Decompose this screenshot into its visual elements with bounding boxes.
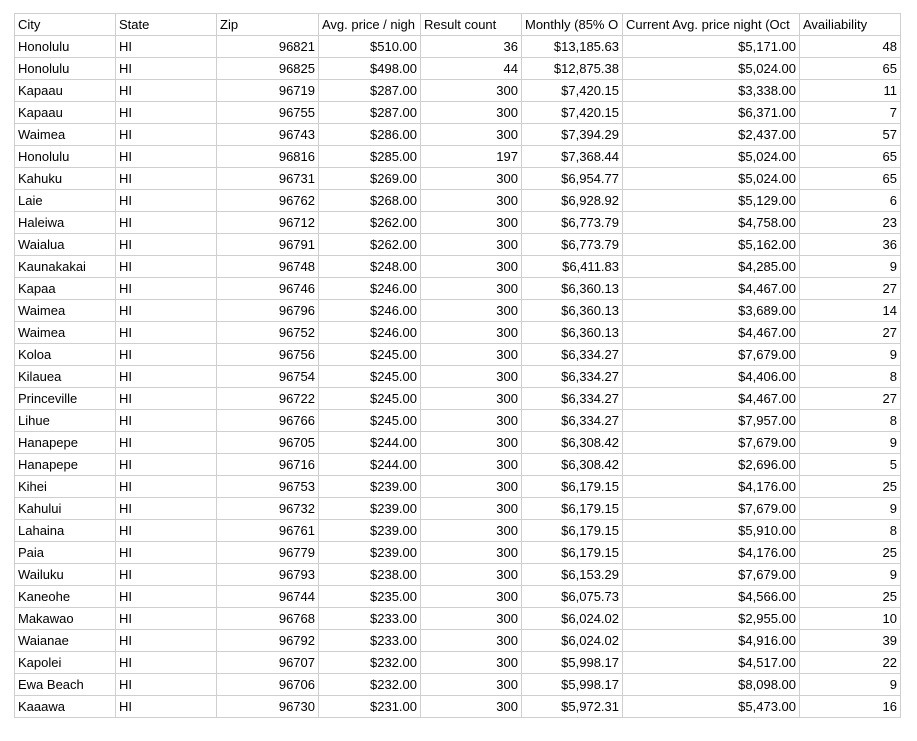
cell-availability[interactable]: 9	[800, 256, 901, 278]
cell-state[interactable]: HI	[116, 608, 217, 630]
table-row	[15, 146, 901, 168]
cell-result-count[interactable]: 44	[421, 58, 522, 80]
cell-availability[interactable]: 8	[800, 366, 901, 388]
cell-zip[interactable]: 96732	[217, 498, 319, 520]
cell-monthly[interactable]: $7,420.15	[522, 80, 623, 102]
cell-state[interactable]: HI	[116, 58, 217, 80]
cell-monthly[interactable]: $13,185.63	[522, 36, 623, 58]
cell-state[interactable]: HI	[116, 256, 217, 278]
cell-result-count[interactable]: 300	[421, 168, 522, 190]
cell-avg-price[interactable]: $262.00	[319, 234, 421, 256]
cell-zip[interactable]: 96753	[217, 476, 319, 498]
cell-zip[interactable]: 96766	[217, 410, 319, 432]
cell-avg-price[interactable]: $231.00	[319, 696, 421, 718]
cell-result-count[interactable]: 300	[421, 234, 522, 256]
table-row	[15, 564, 901, 586]
cell-avg-price[interactable]: $244.00	[319, 454, 421, 476]
table-row	[15, 454, 901, 476]
cell-availability[interactable]: 16	[800, 696, 901, 718]
cell-availability[interactable]: 7	[800, 102, 901, 124]
table-row	[15, 124, 901, 146]
cell-result-count[interactable]: 36	[421, 36, 522, 58]
cell-city[interactable]: Kaneohe	[15, 586, 116, 608]
cell-city[interactable]: Hanapepe	[15, 432, 116, 454]
cell-state[interactable]: HI	[116, 102, 217, 124]
cell-result-count[interactable]: 300	[421, 124, 522, 146]
header-cell-state[interactable]: State	[116, 14, 217, 36]
cell-city[interactable]: Kaaawa	[15, 696, 116, 718]
cell-result-count[interactable]: 300	[421, 344, 522, 366]
table-row	[15, 80, 901, 102]
table-row	[15, 608, 901, 630]
cell-monthly[interactable]: $7,420.15	[522, 102, 623, 124]
cell-monthly[interactable]: $6,334.27	[522, 366, 623, 388]
cell-current-avg-price[interactable]: $5,024.00	[623, 168, 800, 190]
cell-zip[interactable]: 96706	[217, 674, 319, 696]
cell-avg-price[interactable]: $239.00	[319, 476, 421, 498]
cell-avg-price[interactable]: $287.00	[319, 80, 421, 102]
cell-zip[interactable]: 96816	[217, 146, 319, 168]
cell-state[interactable]: HI	[116, 410, 217, 432]
cell-avg-price[interactable]: $268.00	[319, 190, 421, 212]
cell-current-avg-price[interactable]: $2,955.00	[623, 608, 800, 630]
cell-avg-price[interactable]: $245.00	[319, 344, 421, 366]
cell-state[interactable]: HI	[116, 388, 217, 410]
cell-city[interactable]: Kapaa	[15, 278, 116, 300]
table-row	[15, 498, 901, 520]
cell-monthly[interactable]: $5,972.31	[522, 696, 623, 718]
cell-zip[interactable]: 96762	[217, 190, 319, 212]
cell-zip[interactable]: 96755	[217, 102, 319, 124]
cell-current-avg-price[interactable]: $8,098.00	[623, 674, 800, 696]
cell-current-avg-price[interactable]: $4,176.00	[623, 542, 800, 564]
cell-state[interactable]: HI	[116, 498, 217, 520]
header-cell-zip[interactable]: Zip	[217, 14, 319, 36]
cell-avg-price[interactable]: $245.00	[319, 388, 421, 410]
cell-result-count[interactable]: 300	[421, 256, 522, 278]
table-row	[15, 256, 901, 278]
cell-avg-price[interactable]: $246.00	[319, 278, 421, 300]
table-row	[15, 344, 901, 366]
cell-city[interactable]: Honolulu	[15, 36, 116, 58]
cell-city[interactable]: Waialua	[15, 234, 116, 256]
cell-result-count[interactable]: 300	[421, 102, 522, 124]
cell-current-avg-price[interactable]: $7,679.00	[623, 564, 800, 586]
cell-avg-price[interactable]: $248.00	[319, 256, 421, 278]
cell-availability[interactable]: 9	[800, 432, 901, 454]
cell-availability[interactable]: 25	[800, 476, 901, 498]
cell-current-avg-price[interactable]: $4,467.00	[623, 388, 800, 410]
header-row	[15, 14, 901, 36]
cell-availability[interactable]: 39	[800, 630, 901, 652]
cell-availability[interactable]: 9	[800, 498, 901, 520]
cell-city[interactable]: Honolulu	[15, 146, 116, 168]
cell-monthly[interactable]: $6,773.79	[522, 212, 623, 234]
cell-monthly[interactable]: $6,153.29	[522, 564, 623, 586]
cell-current-avg-price[interactable]: $4,467.00	[623, 322, 800, 344]
cell-result-count[interactable]: 300	[421, 278, 522, 300]
table-row	[15, 542, 901, 564]
cell-monthly[interactable]: $6,334.27	[522, 344, 623, 366]
cell-current-avg-price[interactable]: $5,171.00	[623, 36, 800, 58]
cell-city[interactable]: Wailuku	[15, 564, 116, 586]
cell-avg-price[interactable]: $232.00	[319, 674, 421, 696]
cell-result-count[interactable]: 300	[421, 564, 522, 586]
header-cell-result-count[interactable]: Result count	[421, 14, 522, 36]
cell-monthly[interactable]: $6,179.15	[522, 498, 623, 520]
cell-availability[interactable]: 25	[800, 586, 901, 608]
cell-availability[interactable]: 27	[800, 322, 901, 344]
cell-availability[interactable]: 6	[800, 190, 901, 212]
cell-state[interactable]: HI	[116, 168, 217, 190]
cell-state[interactable]: HI	[116, 322, 217, 344]
cell-city[interactable]: Lihue	[15, 410, 116, 432]
cell-zip[interactable]: 96791	[217, 234, 319, 256]
table-row	[15, 388, 901, 410]
cell-avg-price[interactable]: $246.00	[319, 300, 421, 322]
cell-result-count[interactable]: 300	[421, 410, 522, 432]
cell-zip[interactable]: 96825	[217, 58, 319, 80]
cell-state[interactable]: HI	[116, 366, 217, 388]
cell-zip[interactable]: 96768	[217, 608, 319, 630]
cell-availability[interactable]: 23	[800, 212, 901, 234]
cell-current-avg-price[interactable]: $5,473.00	[623, 696, 800, 718]
cell-availability[interactable]: 25	[800, 542, 901, 564]
cell-current-avg-price[interactable]: $3,689.00	[623, 300, 800, 322]
cell-availability[interactable]: 10	[800, 608, 901, 630]
table-row	[15, 630, 901, 652]
cell-state[interactable]: HI	[116, 476, 217, 498]
cell-zip[interactable]: 96707	[217, 652, 319, 674]
cell-monthly[interactable]: $7,394.29	[522, 124, 623, 146]
cell-state[interactable]: HI	[116, 674, 217, 696]
cell-city[interactable]: Waianae	[15, 630, 116, 652]
cell-availability[interactable]: 27	[800, 388, 901, 410]
cell-state[interactable]: HI	[116, 652, 217, 674]
table-row	[15, 410, 901, 432]
cell-monthly[interactable]: $6,179.15	[522, 476, 623, 498]
cell-current-avg-price[interactable]: $7,679.00	[623, 344, 800, 366]
header-cell-city[interactable]: City	[15, 14, 116, 36]
cell-zip[interactable]: 96821	[217, 36, 319, 58]
cell-current-avg-price[interactable]: $4,467.00	[623, 278, 800, 300]
table-row	[15, 168, 901, 190]
cell-current-avg-price[interactable]: $4,285.00	[623, 256, 800, 278]
cell-monthly[interactable]: $6,075.73	[522, 586, 623, 608]
cell-state[interactable]: HI	[116, 520, 217, 542]
cell-availability[interactable]: 9	[800, 344, 901, 366]
cell-current-avg-price[interactable]: $2,696.00	[623, 454, 800, 476]
cell-monthly[interactable]: $5,998.17	[522, 652, 623, 674]
cell-availability[interactable]: 8	[800, 410, 901, 432]
cell-availability[interactable]: 14	[800, 300, 901, 322]
cell-city[interactable]: Kapolei	[15, 652, 116, 674]
header-cell-availability[interactable]: Availiability	[800, 14, 901, 36]
cell-result-count[interactable]: 300	[421, 674, 522, 696]
cell-avg-price[interactable]: $232.00	[319, 652, 421, 674]
cell-zip[interactable]: 96746	[217, 278, 319, 300]
cell-current-avg-price[interactable]: $4,176.00	[623, 476, 800, 498]
cell-zip[interactable]: 96744	[217, 586, 319, 608]
cell-state[interactable]: HI	[116, 124, 217, 146]
table-row	[15, 102, 901, 124]
cell-zip[interactable]: 96705	[217, 432, 319, 454]
cell-current-avg-price[interactable]: $4,406.00	[623, 366, 800, 388]
cell-city[interactable]: Waimea	[15, 300, 116, 322]
cell-availability[interactable]: 36	[800, 234, 901, 256]
cell-availability[interactable]: 48	[800, 36, 901, 58]
cell-result-count[interactable]: 300	[421, 696, 522, 718]
table-row	[15, 36, 901, 58]
cell-monthly[interactable]: $6,308.42	[522, 454, 623, 476]
cell-city[interactable]: Kihei	[15, 476, 116, 498]
cell-zip[interactable]: 96796	[217, 300, 319, 322]
cell-monthly[interactable]: $6,360.13	[522, 322, 623, 344]
cell-zip[interactable]: 96754	[217, 366, 319, 388]
cell-city[interactable]: Lahaina	[15, 520, 116, 542]
cell-state[interactable]: HI	[116, 696, 217, 718]
cell-current-avg-price[interactable]: $5,910.00	[623, 520, 800, 542]
cell-current-avg-price[interactable]: $7,679.00	[623, 498, 800, 520]
cell-result-count[interactable]: 300	[421, 366, 522, 388]
cell-avg-price[interactable]: $286.00	[319, 124, 421, 146]
cell-monthly[interactable]: $6,928.92	[522, 190, 623, 212]
cell-avg-price[interactable]: $239.00	[319, 520, 421, 542]
cell-city[interactable]: Waimea	[15, 124, 116, 146]
cell-city[interactable]: Kahului	[15, 498, 116, 520]
cell-avg-price[interactable]: $239.00	[319, 542, 421, 564]
cell-city[interactable]: Haleiwa	[15, 212, 116, 234]
cell-state[interactable]: HI	[116, 454, 217, 476]
cell-monthly[interactable]: $5,998.17	[522, 674, 623, 696]
cell-avg-price[interactable]: $269.00	[319, 168, 421, 190]
cell-availability[interactable]: 9	[800, 564, 901, 586]
spreadsheet-table	[14, 13, 901, 718]
cell-avg-price[interactable]: $238.00	[319, 564, 421, 586]
table-row	[15, 366, 901, 388]
cell-availability[interactable]: 65	[800, 146, 901, 168]
cell-city[interactable]: Hanapepe	[15, 454, 116, 476]
cell-city[interactable]: Makawao	[15, 608, 116, 630]
cell-monthly[interactable]: $6,179.15	[522, 542, 623, 564]
cell-zip[interactable]: 96748	[217, 256, 319, 278]
cell-availability[interactable]: 27	[800, 278, 901, 300]
cell-avg-price[interactable]: $239.00	[319, 498, 421, 520]
cell-availability[interactable]: 65	[800, 58, 901, 80]
cell-avg-price[interactable]: $233.00	[319, 608, 421, 630]
cell-zip[interactable]: 96722	[217, 388, 319, 410]
cell-current-avg-price[interactable]: $3,338.00	[623, 80, 800, 102]
cell-result-count[interactable]: 300	[421, 212, 522, 234]
cell-monthly[interactable]: $6,360.13	[522, 300, 623, 322]
cell-avg-price[interactable]: $233.00	[319, 630, 421, 652]
table-row	[15, 212, 901, 234]
cell-city[interactable]: Koloa	[15, 344, 116, 366]
cell-monthly[interactable]: $12,875.38	[522, 58, 623, 80]
cell-city[interactable]: Waimea	[15, 322, 116, 344]
cell-avg-price[interactable]: $498.00	[319, 58, 421, 80]
cell-result-count[interactable]: 300	[421, 80, 522, 102]
cell-current-avg-price[interactable]: $2,437.00	[623, 124, 800, 146]
cell-result-count[interactable]: 300	[421, 322, 522, 344]
cell-avg-price[interactable]: $262.00	[319, 212, 421, 234]
cell-current-avg-price[interactable]: $7,679.00	[623, 432, 800, 454]
cell-availability[interactable]: 8	[800, 520, 901, 542]
cell-state[interactable]: HI	[116, 278, 217, 300]
cell-city[interactable]: Paia	[15, 542, 116, 564]
cell-result-count[interactable]: 300	[421, 542, 522, 564]
header-cell-avg-price[interactable]: Avg. price / nigh	[319, 14, 421, 36]
cell-zip[interactable]: 96716	[217, 454, 319, 476]
cell-avg-price[interactable]: $510.00	[319, 36, 421, 58]
cell-result-count[interactable]: 300	[421, 586, 522, 608]
cell-avg-price[interactable]: $244.00	[319, 432, 421, 454]
cell-result-count[interactable]: 197	[421, 146, 522, 168]
cell-availability[interactable]: 11	[800, 80, 901, 102]
table-row	[15, 322, 901, 344]
cell-state[interactable]: HI	[116, 542, 217, 564]
cell-zip[interactable]: 96731	[217, 168, 319, 190]
cell-avg-price[interactable]: $285.00	[319, 146, 421, 168]
cell-zip[interactable]: 96756	[217, 344, 319, 366]
cell-monthly[interactable]: $6,308.42	[522, 432, 623, 454]
cell-result-count[interactable]: 300	[421, 454, 522, 476]
cell-state[interactable]: HI	[116, 234, 217, 256]
cell-result-count[interactable]: 300	[421, 520, 522, 542]
cell-zip[interactable]: 96792	[217, 630, 319, 652]
cell-monthly[interactable]: $7,368.44	[522, 146, 623, 168]
cell-zip[interactable]: 96793	[217, 564, 319, 586]
header-cell-current-avg-price[interactable]: Current Avg. price night (Oct	[623, 14, 800, 36]
cell-monthly[interactable]: $6,179.15	[522, 520, 623, 542]
cell-avg-price[interactable]: $287.00	[319, 102, 421, 124]
cell-state[interactable]: HI	[116, 432, 217, 454]
cell-monthly[interactable]: $6,773.79	[522, 234, 623, 256]
cell-state[interactable]: HI	[116, 36, 217, 58]
table-row	[15, 190, 901, 212]
cell-avg-price[interactable]: $245.00	[319, 366, 421, 388]
cell-monthly[interactable]: $6,334.27	[522, 388, 623, 410]
cell-availability[interactable]: 65	[800, 168, 901, 190]
cell-state[interactable]: HI	[116, 630, 217, 652]
cell-availability[interactable]: 5	[800, 454, 901, 476]
cell-zip[interactable]: 96761	[217, 520, 319, 542]
cell-avg-price[interactable]: $245.00	[319, 410, 421, 432]
cell-state[interactable]: HI	[116, 212, 217, 234]
cell-current-avg-price[interactable]: $5,162.00	[623, 234, 800, 256]
cell-monthly[interactable]: $6,024.02	[522, 630, 623, 652]
cell-city[interactable]: Kilauea	[15, 366, 116, 388]
table-row	[15, 520, 901, 542]
cell-current-avg-price[interactable]: $4,566.00	[623, 586, 800, 608]
cell-current-avg-price[interactable]: $6,371.00	[623, 102, 800, 124]
table-row	[15, 58, 901, 80]
cell-result-count[interactable]: 300	[421, 630, 522, 652]
table-row	[15, 234, 901, 256]
cell-state[interactable]: HI	[116, 586, 217, 608]
cell-monthly[interactable]: $6,954.77	[522, 168, 623, 190]
cell-state[interactable]: HI	[116, 80, 217, 102]
table-row	[15, 696, 901, 718]
cell-current-avg-price[interactable]: $5,024.00	[623, 58, 800, 80]
cell-zip[interactable]: 96743	[217, 124, 319, 146]
table-row	[15, 432, 901, 454]
table-row	[15, 300, 901, 322]
cell-result-count[interactable]: 300	[421, 476, 522, 498]
cell-city[interactable]: Kapaau	[15, 102, 116, 124]
spreadsheet-body	[15, 14, 901, 718]
table-row	[15, 586, 901, 608]
cell-monthly[interactable]: $6,024.02	[522, 608, 623, 630]
cell-result-count[interactable]: 300	[421, 652, 522, 674]
cell-state[interactable]: HI	[116, 564, 217, 586]
cell-monthly[interactable]: $6,411.83	[522, 256, 623, 278]
cell-city[interactable]: Laie	[15, 190, 116, 212]
cell-result-count[interactable]: 300	[421, 388, 522, 410]
cell-result-count[interactable]: 300	[421, 190, 522, 212]
cell-city[interactable]: Princeville	[15, 388, 116, 410]
header-cell-monthly[interactable]: Monthly (85% O	[522, 14, 623, 36]
cell-state[interactable]: HI	[116, 190, 217, 212]
cell-result-count[interactable]: 300	[421, 300, 522, 322]
cell-avg-price[interactable]: $246.00	[319, 322, 421, 344]
cell-city[interactable]: Honolulu	[15, 58, 116, 80]
table-row	[15, 278, 901, 300]
cell-current-avg-price[interactable]: $7,957.00	[623, 410, 800, 432]
cell-zip[interactable]: 96719	[217, 80, 319, 102]
cell-availability[interactable]: 57	[800, 124, 901, 146]
cell-current-avg-price[interactable]: $4,517.00	[623, 652, 800, 674]
cell-state[interactable]: HI	[116, 146, 217, 168]
cell-monthly[interactable]: $6,360.13	[522, 278, 623, 300]
table-row	[15, 652, 901, 674]
table-row	[15, 476, 901, 498]
cell-city[interactable]: Kaunakakai	[15, 256, 116, 278]
cell-state[interactable]: HI	[116, 300, 217, 322]
cell-zip[interactable]: 96779	[217, 542, 319, 564]
cell-availability[interactable]: 22	[800, 652, 901, 674]
cell-zip[interactable]: 96712	[217, 212, 319, 234]
cell-city[interactable]: Kapaau	[15, 80, 116, 102]
cell-zip[interactable]: 96752	[217, 322, 319, 344]
cell-result-count[interactable]: 300	[421, 432, 522, 454]
cell-current-avg-price[interactable]: $5,129.00	[623, 190, 800, 212]
cell-availability[interactable]: 9	[800, 674, 901, 696]
cell-result-count[interactable]: 300	[421, 608, 522, 630]
cell-avg-price[interactable]: $235.00	[319, 586, 421, 608]
cell-city[interactable]: Kahuku	[15, 168, 116, 190]
cell-current-avg-price[interactable]: $4,916.00	[623, 630, 800, 652]
cell-result-count[interactable]: 300	[421, 498, 522, 520]
cell-zip[interactable]: 96730	[217, 696, 319, 718]
cell-state[interactable]: HI	[116, 344, 217, 366]
cell-monthly[interactable]: $6,334.27	[522, 410, 623, 432]
cell-current-avg-price[interactable]: $4,758.00	[623, 212, 800, 234]
table-row	[15, 674, 901, 696]
cell-current-avg-price[interactable]: $5,024.00	[623, 146, 800, 168]
cell-city[interactable]: Ewa Beach	[15, 674, 116, 696]
